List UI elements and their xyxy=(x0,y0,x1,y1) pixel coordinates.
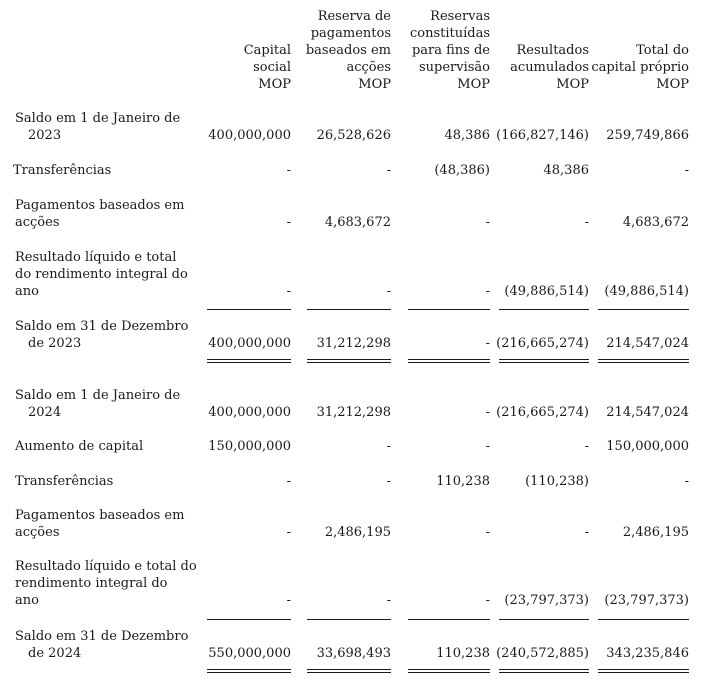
cell-value: (23,797,373) xyxy=(504,593,589,608)
column-header-line: constituídas xyxy=(409,26,490,41)
cell-value: (240,572,885) xyxy=(496,646,589,661)
column-header-line: social xyxy=(253,60,291,75)
column-rule xyxy=(207,309,291,310)
column-rule xyxy=(207,669,291,670)
row-label: ano xyxy=(15,593,39,608)
column-rule xyxy=(207,619,291,620)
column-rule xyxy=(499,359,589,360)
cell-value: 2,486,195 xyxy=(324,525,391,540)
column-header-line: acções xyxy=(346,60,391,75)
row-label: Aumento de capital xyxy=(15,439,144,454)
row-label: Transferências xyxy=(13,163,112,178)
cell-value: (216,665,274) xyxy=(496,405,589,420)
row-label: 2023 xyxy=(28,128,62,143)
column-rule xyxy=(207,672,291,673)
row-label: Saldo em 1 de Janeiro de xyxy=(15,388,181,403)
column-rule xyxy=(408,362,490,363)
row-label: Transferências xyxy=(15,474,114,489)
column-header-line: pagamentos xyxy=(310,26,391,41)
row-label: acções xyxy=(15,215,60,230)
column-rule xyxy=(307,309,391,310)
column-header-line: capital próprio xyxy=(591,60,689,75)
column-rule xyxy=(408,309,490,310)
cell-value: 31,212,298 xyxy=(316,405,391,420)
cell-value: - xyxy=(286,215,291,230)
column-header-line: Reserva de xyxy=(317,9,391,24)
cell-value: (48,386) xyxy=(434,163,490,178)
column-header-line: Resultados xyxy=(516,43,589,58)
column-rule xyxy=(307,669,391,670)
column-header-line: Capital xyxy=(243,43,291,58)
cell-value: (166,827,146) xyxy=(496,128,589,143)
column-rule xyxy=(307,619,391,620)
cell-value: - xyxy=(485,336,490,351)
column-rule xyxy=(598,672,689,673)
cell-value: - xyxy=(386,474,391,489)
cell-value: 259,749,866 xyxy=(606,128,689,143)
column-rule xyxy=(499,619,589,620)
cell-value: - xyxy=(386,439,391,454)
column-header-line: Reservas xyxy=(430,9,490,24)
cell-value: - xyxy=(485,405,490,420)
row-label: Resultado líquido e total do xyxy=(15,559,197,574)
column-rule xyxy=(499,309,589,310)
row-label: 2024 xyxy=(28,405,62,420)
column-rule xyxy=(408,359,490,360)
column-rule xyxy=(598,309,689,310)
cell-value: - xyxy=(485,525,490,540)
cell-value: (49,886,514) xyxy=(504,284,589,299)
cell-value: 550,000,000 xyxy=(208,646,291,661)
column-header-line: supervisão xyxy=(418,60,490,75)
column-rule xyxy=(499,362,589,363)
column-rule xyxy=(499,672,589,673)
row-label: Pagamentos baseados em xyxy=(15,198,185,213)
cell-value: - xyxy=(684,163,689,178)
cell-value: - xyxy=(286,474,291,489)
column-rule xyxy=(408,669,490,670)
column-header-line: para fins de xyxy=(411,43,490,58)
column-header-line: Total do xyxy=(636,43,689,58)
column-rule xyxy=(307,672,391,673)
row-label: de 2023 xyxy=(28,336,82,351)
cell-value: - xyxy=(286,525,291,540)
column-rule xyxy=(598,619,689,620)
cell-value: 214,547,024 xyxy=(606,336,689,351)
column-rule xyxy=(408,672,490,673)
row-label: ano xyxy=(15,284,39,299)
cell-value: - xyxy=(286,593,291,608)
cell-value: - xyxy=(485,439,490,454)
column-header-line: MOP xyxy=(656,77,689,92)
cell-value: - xyxy=(286,284,291,299)
cell-value: 110,238 xyxy=(436,474,490,489)
cell-value: (110,238) xyxy=(525,474,589,489)
cell-value: - xyxy=(584,215,589,230)
column-rule xyxy=(408,619,490,620)
column-rule xyxy=(598,362,689,363)
column-header-line: MOP xyxy=(258,77,291,92)
row-label: Saldo em 31 de Dezembro xyxy=(15,629,189,644)
column-rule xyxy=(598,359,689,360)
column-header-line: baseados em xyxy=(305,43,391,58)
column-rule xyxy=(499,669,589,670)
column-rule xyxy=(207,362,291,363)
row-label: Saldo em 31 de Dezembro xyxy=(15,319,189,334)
cell-value: 26,528,626 xyxy=(316,128,391,143)
column-header-line: MOP xyxy=(556,77,589,92)
cell-value: - xyxy=(386,593,391,608)
cell-value: 4,683,672 xyxy=(622,215,689,230)
cell-value: 150,000,000 xyxy=(606,439,689,454)
row-label: de 2024 xyxy=(28,646,82,661)
row-label: Saldo em 1 de Janeiro de xyxy=(15,111,181,126)
cell-value: 343,235,846 xyxy=(606,646,689,661)
column-header-line: MOP xyxy=(457,77,490,92)
cell-value: 48,386 xyxy=(444,128,490,143)
row-label: acções xyxy=(15,525,60,540)
cell-value: - xyxy=(684,474,689,489)
cell-value: - xyxy=(584,525,589,540)
cell-value: (216,665,274) xyxy=(496,336,589,351)
row-label: Pagamentos baseados em xyxy=(15,508,185,523)
cell-value: (49,886,514) xyxy=(604,284,689,299)
cell-value: - xyxy=(485,215,490,230)
cell-value: 150,000,000 xyxy=(208,439,291,454)
cell-value: 4,683,672 xyxy=(324,215,391,230)
cell-value: 110,238 xyxy=(436,646,490,661)
row-label: rendimento integral do xyxy=(15,576,168,591)
cell-value: 400,000,000 xyxy=(208,336,291,351)
column-rule xyxy=(307,362,391,363)
column-header-line: MOP xyxy=(358,77,391,92)
cell-value: - xyxy=(386,284,391,299)
cell-value: 48,386 xyxy=(543,163,589,178)
column-rule xyxy=(598,669,689,670)
cell-value: 31,212,298 xyxy=(316,336,391,351)
column-rule xyxy=(207,359,291,360)
cell-value: - xyxy=(584,439,589,454)
cell-value: 214,547,024 xyxy=(606,405,689,420)
cell-value: 2,486,195 xyxy=(622,525,689,540)
column-header-line: acumulados xyxy=(510,60,589,75)
cell-value: - xyxy=(485,593,490,608)
cell-value: - xyxy=(386,163,391,178)
cell-value: 400,000,000 xyxy=(208,128,291,143)
row-label: do rendimento integral do xyxy=(15,267,188,282)
cell-value: - xyxy=(485,284,490,299)
cell-value: 33,698,493 xyxy=(316,646,391,661)
cell-value: 400,000,000 xyxy=(208,405,291,420)
cell-value: - xyxy=(286,163,291,178)
row-label: Resultado líquido e total xyxy=(15,250,177,265)
column-rule xyxy=(307,359,391,360)
cell-value: (23,797,373) xyxy=(604,593,689,608)
